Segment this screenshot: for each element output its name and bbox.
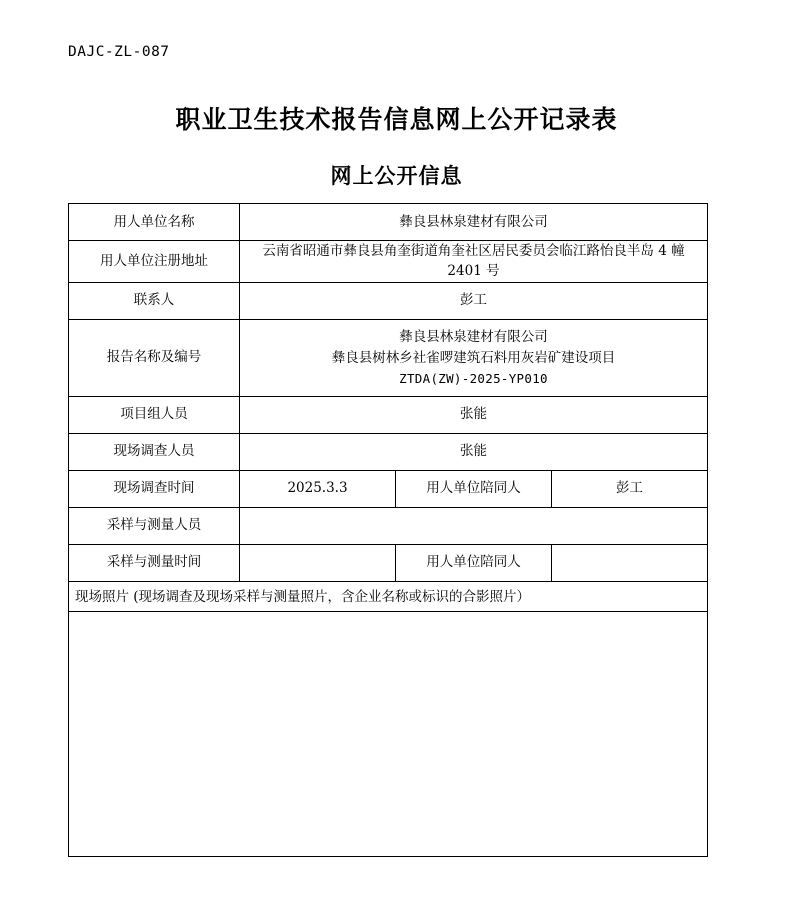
contact-label: 联系人 bbox=[69, 282, 240, 319]
contact-value: 彭工 bbox=[240, 282, 708, 319]
survey-escort-value: 彭工 bbox=[552, 470, 708, 507]
table-row bbox=[69, 507, 708, 544]
record-table-wrapper bbox=[68, 203, 708, 857]
employer-address-value: 云南省昭通市彝良县角奎街道角奎社区居民委员会临江路怡良半岛 4 幢 2401 号 bbox=[240, 241, 708, 283]
report-code: ZTDA(ZW)-2025-YP010 bbox=[399, 370, 548, 386]
employer-address-label: 用人单位注册地址 bbox=[69, 241, 240, 283]
sampling-staff-label: 采样与测量人员 bbox=[69, 507, 240, 544]
team-label: 项目组人员 bbox=[69, 396, 240, 433]
record-table bbox=[68, 203, 708, 582]
page-title: 职业卫生技术报告信息网上公开记录表 bbox=[175, 105, 618, 134]
report-value bbox=[240, 319, 708, 396]
table-row bbox=[69, 396, 708, 433]
report-label: 报告名称及编号 bbox=[69, 319, 240, 396]
employer-name-label: 用人单位名称 bbox=[69, 204, 240, 241]
survey-staff-label: 现场调查人员 bbox=[69, 433, 240, 470]
report-line-2: 彝良县树林乡社雀啰建筑石料用灰岩矿建设项目 bbox=[331, 349, 616, 366]
survey-time-value: 2025.3.3 bbox=[240, 470, 396, 507]
document-code: DAJC-ZL-087 bbox=[68, 44, 170, 60]
photo-section-body bbox=[68, 612, 708, 857]
employer-name-value: 彝良县林泉建材有限公司 bbox=[240, 204, 708, 241]
sampling-staff-value bbox=[240, 507, 708, 544]
survey-time-label: 现场调查时间 bbox=[69, 470, 240, 507]
table-row bbox=[69, 204, 708, 241]
report-line-1: 彝良县林泉建材有限公司 bbox=[399, 328, 548, 345]
team-value: 张能 bbox=[240, 396, 708, 433]
table-row bbox=[69, 241, 708, 283]
table-row bbox=[69, 433, 708, 470]
table-row bbox=[69, 470, 708, 507]
table-row bbox=[69, 544, 708, 581]
page-subtitle: 网上公开信息 bbox=[330, 163, 463, 188]
sampling-time-value bbox=[240, 544, 396, 581]
sampling-escort-value bbox=[552, 544, 708, 581]
table-row bbox=[69, 282, 708, 319]
table-row bbox=[69, 319, 708, 396]
sampling-escort-label: 用人单位陪同人 bbox=[396, 544, 552, 581]
sampling-time-label: 采样与测量时间 bbox=[69, 544, 240, 581]
survey-staff-value: 张能 bbox=[240, 433, 708, 470]
photo-section-header: 现场照片 (现场调查及现场采样与测量照片，含企业名称或标识的合影照片） bbox=[68, 582, 708, 612]
survey-escort-label: 用人单位陪同人 bbox=[396, 470, 552, 507]
